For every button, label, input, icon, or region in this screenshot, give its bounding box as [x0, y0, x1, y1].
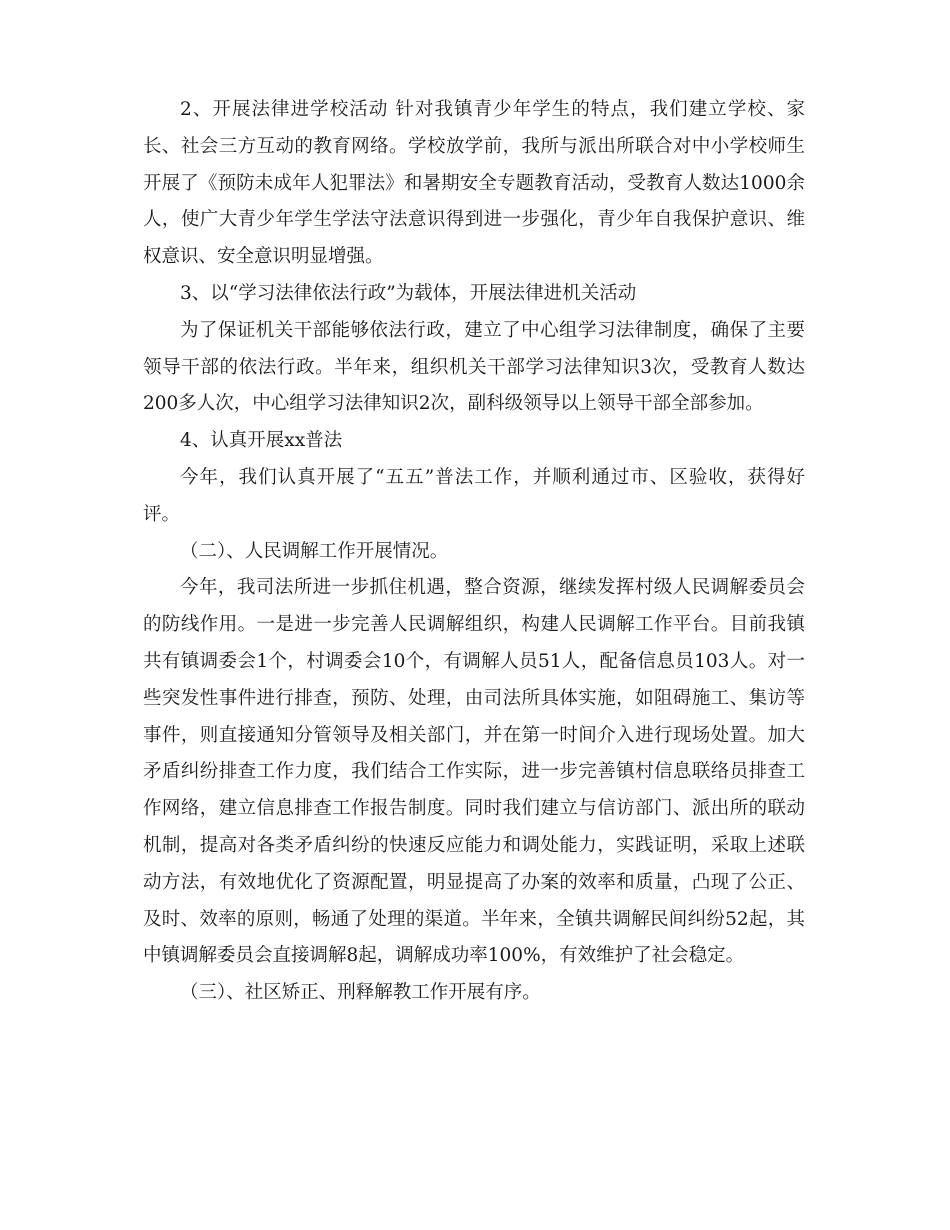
document-body: [143, 92, 805, 1012]
paragraph-cadre-law-study: 为了保证机关干部能够依法行政，建立了中心组学习法律制度，确保了主要领导干部的依法行政。半年来，组织机关干部学习法律知识3次，受教育人数达200多人次，中心组学习法律知识2次，副科级领导以上领导干部全部参加。: [143, 319, 805, 415]
paragraph-mediation-work: 今年，我司法所进一步抓住机遇，整合资源，继续发挥村级人民调解委员会的防线作用。一是进一步完善人民调解组织，构建人民调解工作平台。目前我镇共有镇调委会1个，村调委会10个，有调解人员51人，配备信息员103人。对一些突发性事件进行排查，预防、处理，由司法所具体实施，如阻碍施工、集访等事件，则直接通知分管领导及相关部门，并在第一时间介入进行现场处置。加大矛盾纠纷排查工作力度，我们结合工作实际，进一步完善镇村信息联络员排查工作网络，建立信息排查工作报告制度。同时我们建立与信访部门、派出所的联动机制，提高对各类矛盾纠纷的快速反应能力和调处能力，实践证明，采取上述联动方法，有效地优化了资源配置，明显提高了办案的效率和质量，凸现了公正、及时、效率的原则，畅通了处理的渠道。半年来，全镇共调解民间纠纷52起，其中镇调解委员会直接调解8起，调解成功率100%，有效维护了社会稳定。: [143, 577, 805, 967]
heading-law-popularization: 4、认真开展xx普法: [180, 430, 343, 452]
paragraph-law-popularization: 今年，我们认真开展了“五五”普法工作，并顺利通过市、区验收，获得好评。: [143, 466, 805, 525]
heading-organ-law-activity: 3、以“学习法律依法行政”为载体，开展法律进机关活动: [180, 282, 637, 304]
heading-mediation-work: （二）、人民调解工作开展情况。: [180, 540, 449, 562]
heading-community-correction: （三）、社区矫正、刑释解教工作开展有序。: [180, 982, 541, 1004]
paragraph-school-law-activity: 2、开展法律进学校活动 针对我镇青少年学生的特点，我们建立学校、家长、社会三方互动的教育网络。学校放学前，我所与派出所联合对中小学校师生开展了《预防未成年人犯罪法》和暑期安全专题教育活动，受教育人数达1000余人，使广大青少年学生学法守法意识得到进一步强化，青少年自我保护意识、维权意识、安全意识明显增强。: [143, 99, 805, 268]
